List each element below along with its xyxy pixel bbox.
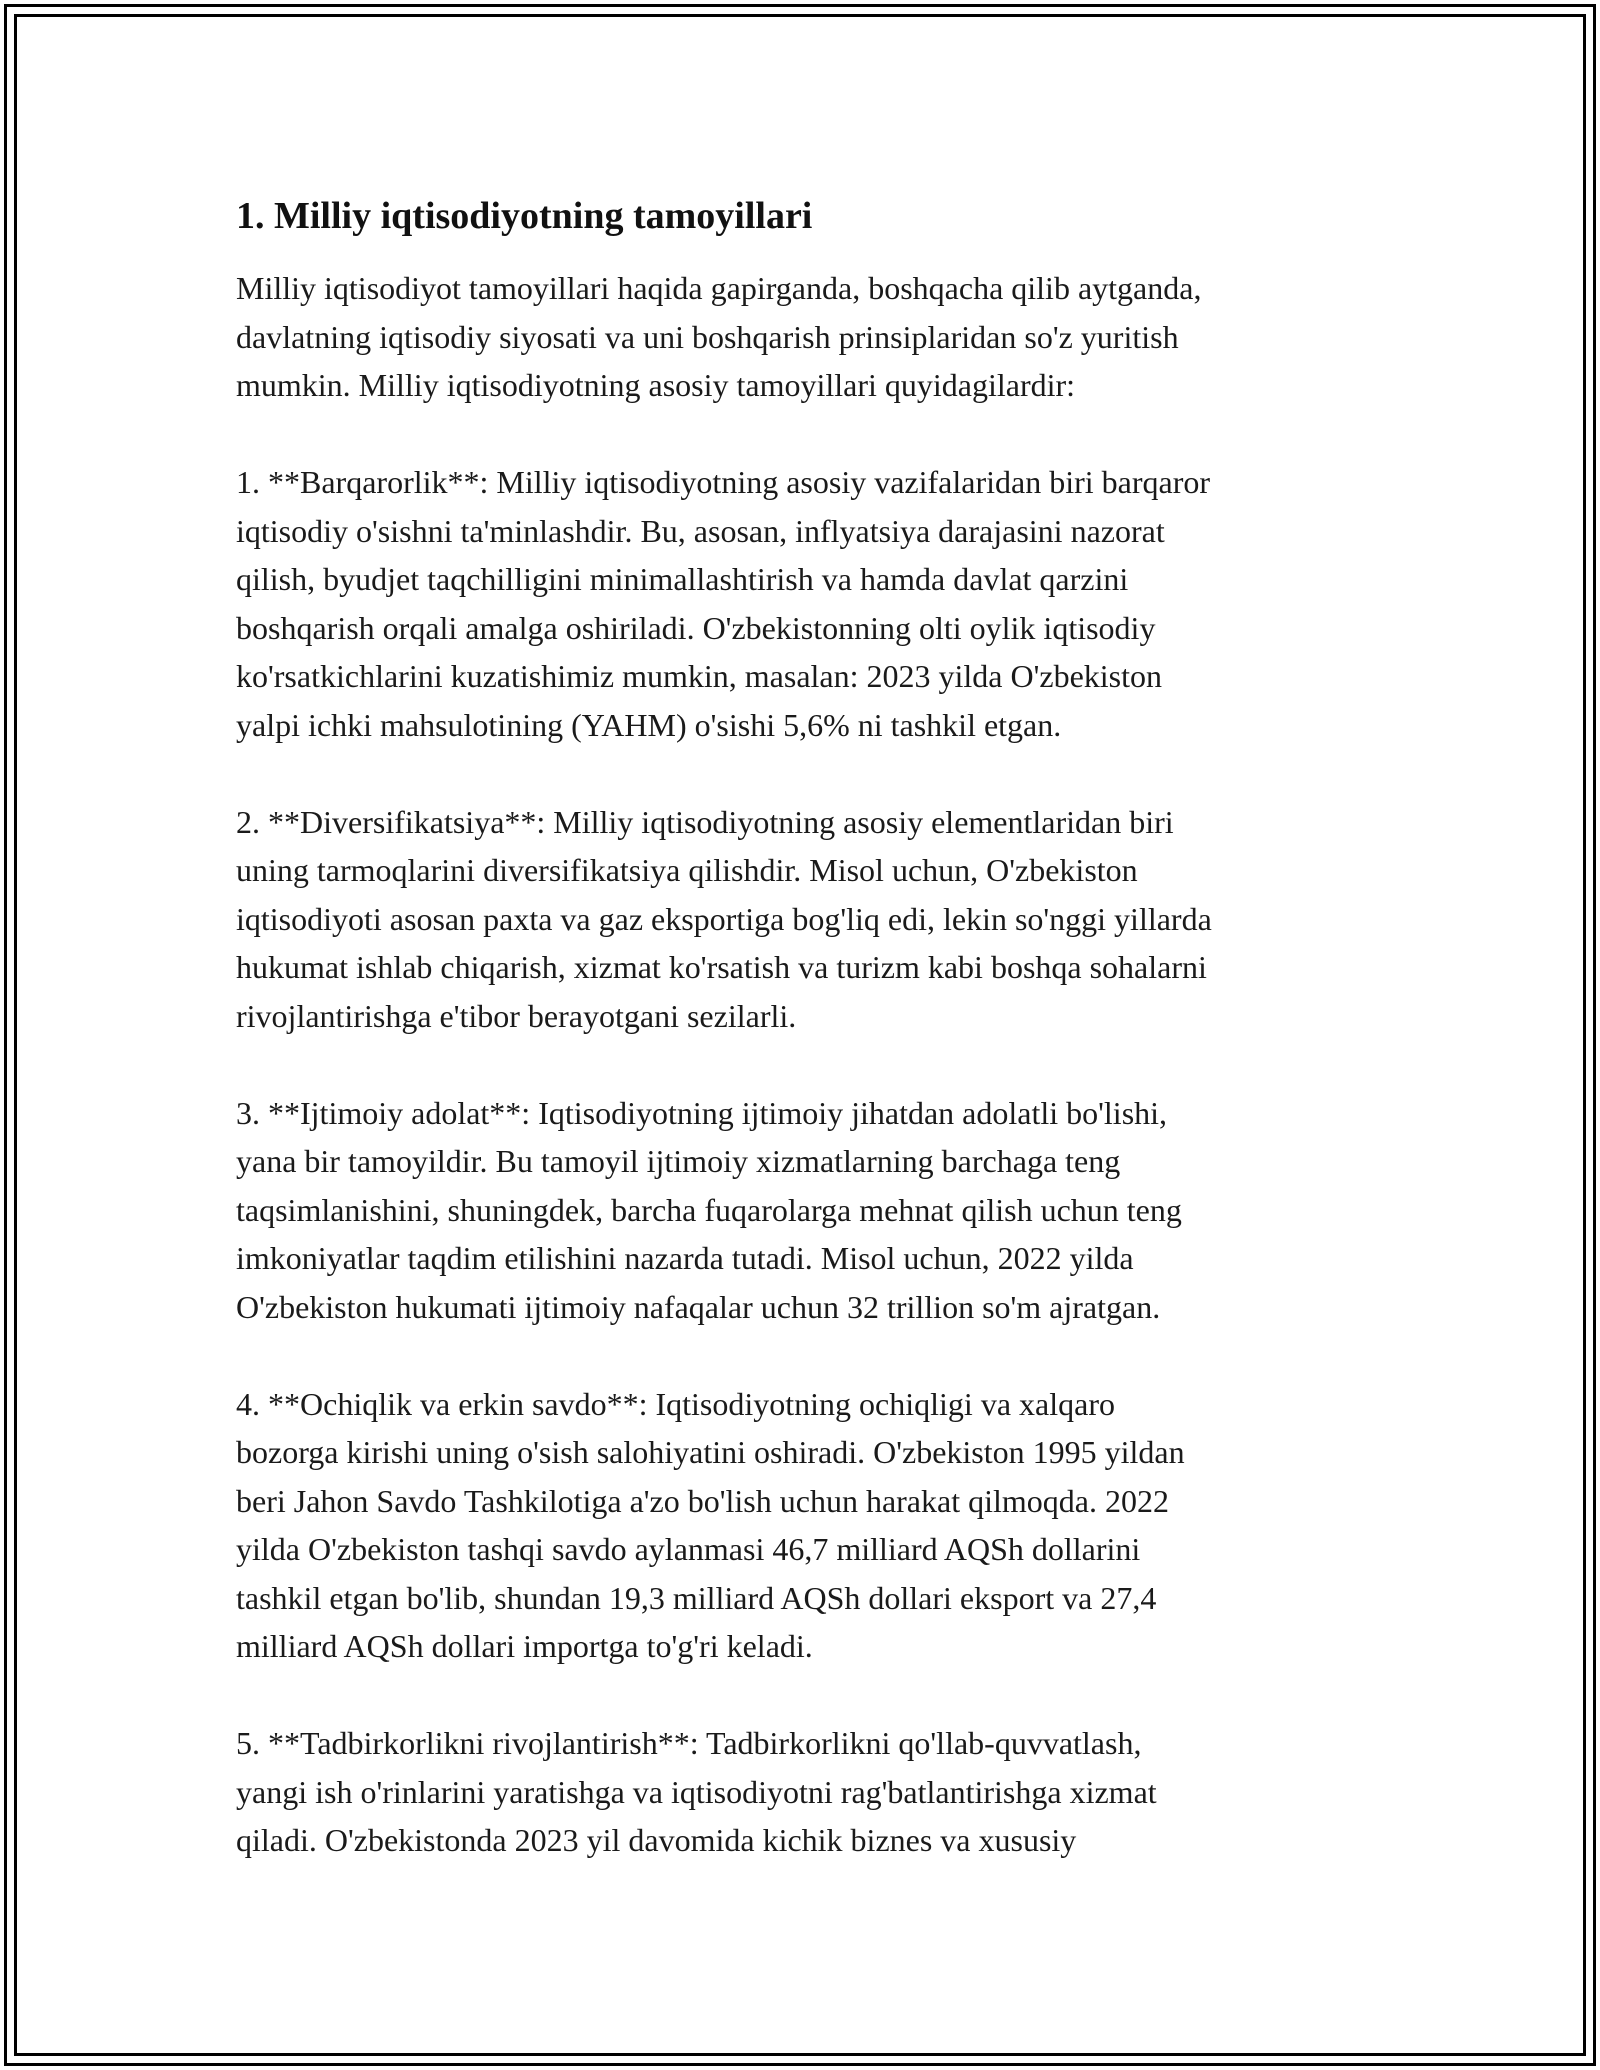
document-body [236, 192, 1396, 1913]
intro-paragraph: Milliy iqtisodiyot tamoyillari haqida gapirganda, boshqacha qilib aytganda, davlatning iqtisodiy siyosati va uni boshqarish prinsiplaridan so'z yuritish mumkin. Milliy iqtisodiyotning asosiy tamoyillari quyidagilardir: [236, 270, 1202, 403]
section-title: 1. Milliy iqtisodiyotning tamoyillari [236, 195, 813, 237]
paragraph-barqarorlik: 1. **Barqarorlik**: Milliy iqtisodiyotning asosiy vazifalaridan biri barqaror iqtisodiy o'sishni ta'minlashdir. Bu, asosan, inflyatsiya darajasini nazorat qilish, byudjet taqchilligini minimallashtirish va hamda davlat qarzini boshqarish orqali amalga oshiriladi. O'zbekistonning olti oylik iqtisodiy ko'rsatkichlarini kuzatishimiz mumkin, masalan: 2023 yilda O'zbekiston yalpi ichki mahsulotining (YAHM) o'sishi 5,6% ni tashkil etgan. [236, 464, 1211, 743]
paragraph-diversifikatsiya: 2. **Diversifikatsiya**: Milliy iqtisodiyotning asosiy elementlaridan biri uning tarmoqlarini diversifikatsiya qilishdir. Misol uchun, O'zbekiston iqtisodiyoti asosan paxta va gaz eksportiga bog'liq edi, lekin so'nggi yillarda hukumat ishlab chiqarish, xizmat ko'rsatish va turizm kabi boshqa sohalarni rivojlantirishga e'tibor berayotgani sezilarli. [236, 803, 1212, 1034]
paragraph-tadbirkorlik: 5. **Tadbirkorlikni rivojlantirish**: Tadbirkorlikni qo'llab-quvvatlash, yangi ish o'rinlarini yaratishga va iqtisodiyotni rag'batlantirishga xizmat qiladi. O'zbekistonda 2023 yil davomida kichik biznes va xususiy [236, 1725, 1157, 1858]
paragraph-ijtimoiy-adolat: 3. **Ijtimoiy adolat**: Iqtisodiyotning ijtimoiy jihatdan adolatli bo'lishi, yana bir tamoyildir. Bu tamoyil ijtimoiy xizmatlarning barchaga teng taqsimlanishini, shuningdek, barcha fuqarolarga mehnat qilish uchun teng imkoniyatlar taqdim etilishini nazarda tutadi. Misol uchun, 2022 yilda O'zbekiston hukumati ijtimoiy nafaqalar uchun 32 trillion so'm ajratgan. [236, 1094, 1182, 1325]
paragraph-ochiqlik-erkin-savdo: 4. **Ochiqlik va erkin savdo**: Iqtisodiyotning ochiqligi va xalqaro bozorga kirishi uning o'sish salohiyatini oshiradi. O'zbekiston 1995 yildan beri Jahon Savdo Tashkilotiga a'zo bo'lish uchun harakat qilmoqda. 2022 yilda O'zbekiston tashqi savdo aylanmasi 46,7 milliard AQSh dollarini tashkil etgan bo'lib, shundan 19,3 milliard AQSh dollari eksport va 27,4 milliard AQSh dollari importga to'g'ri keladi. [236, 1385, 1185, 1664]
